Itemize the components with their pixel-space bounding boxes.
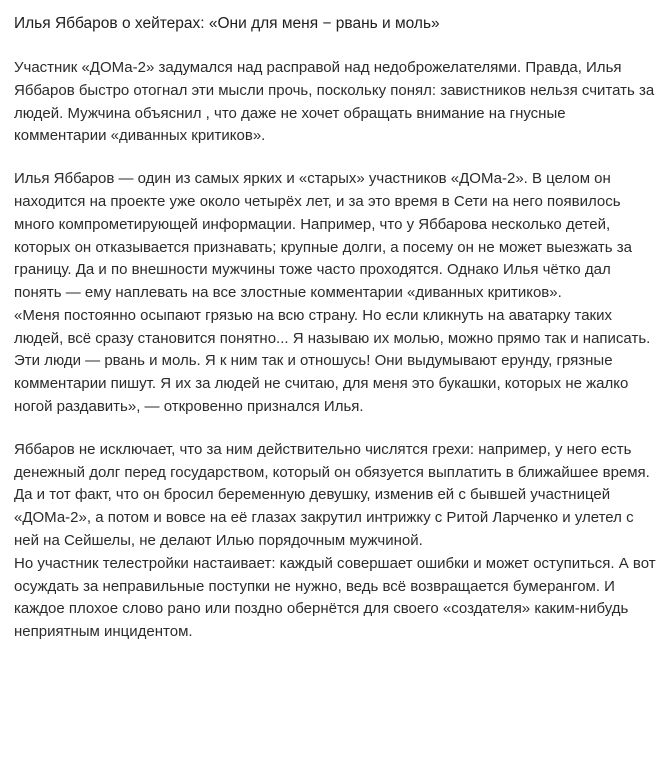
article-paragraph-3: «Меня постоянно осыпают грязью на всю страну. Но если кликнуть на аватарку таких людей, всё сразу становится понятно... Я называю их молью, можно прямо так и написать. Эти люди — рвань и моль. Я к ним так и отношусь! Они выдумывают ерунду, грязные комментарии пишут. Я их за людей не считаю, для меня это букашки, которых не жалко ногой раздавить», — откровенно признался Илья. xyxy=(14,306,651,416)
page-title: Илья Яббаров о хейтерах: «Они для меня − рвань и моль» xyxy=(14,15,440,32)
article-paragraph-4: Яббаров не исключает, что за ним действительно числятся грехи: например, у него есть денежный долг перед государством, который он обязуется выплатить в ближайшее время. Да и тот факт, что он бросил беременную девушку, изменив ей с бывшей участницей «ДОМа-2», а потом и вовсе на её глазах закрутил интрижку с Ритой Ларченко и улетел с ней на Сейшелы, не делают Илью порядочным мужчиной. xyxy=(14,440,650,550)
article-paragraph-2: Илья Яббаров — один из самых ярких и «старых» участников «ДОМа-2». В целом он находится на проекте уже около четырёх лет, и за это время в Сети на него появилось много компрометирующей информации. Например, что у Яббарова несколько детей, которых он отказывается признавать; крупные долги, а посему он не может выезжать за границу. Да и по внешности мужчины тоже часто проходятся. Однако Илья чётко дал понять — ему наплевать на все злостные комментарии «диванных критиков». xyxy=(14,170,632,302)
article-paragraph-5: Но участник телестройки настаивает: каждый совершает ошибки и может оступиться. А вот осуждать за неправильные поступки не нужно, ведь всё возвращается бумерангом. И каждое плохое слово рано или поздно обернётся для своего «создателя» каким-нибудь неприятным инцидентом. xyxy=(14,554,656,641)
article-paragraph-1: Участник «ДОМа-2» задумался над расправой над недоброжелателями. Правда, Илья Яббаров быстро отогнал эти мысли прочь, поскольку понял: завистников нельзя считать за людей. Мужчина объяснил , что даже не хочет обращать внимание на гнусные комментарии «диванных критиков». xyxy=(14,58,655,145)
